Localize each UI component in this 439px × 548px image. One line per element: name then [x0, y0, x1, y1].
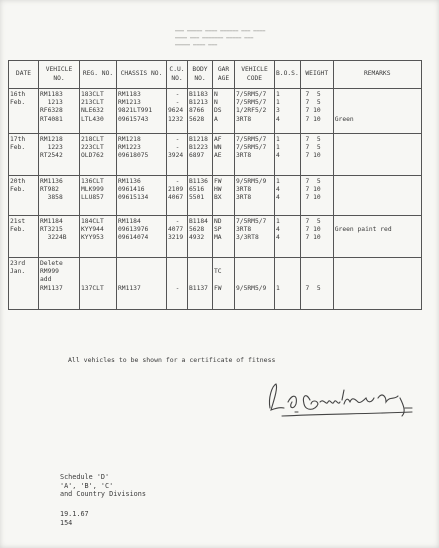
cell-date: 20th Feb. — [9, 176, 39, 216]
header-weight: WEIGHT — [300, 61, 333, 89]
cell-weight: 7 5 7 10 7 10 — [300, 216, 333, 258]
cell-body: B1136 6516 5501 — [188, 176, 213, 216]
table-row — [9, 216, 422, 258]
document-date: 19.1.67 — [60, 510, 89, 518]
table-row — [9, 176, 422, 216]
date-footer — [60, 510, 89, 527]
cell-weight: 7 5 7 5 7 10 7 10 — [300, 89, 333, 134]
cell-weight: 7 5 7 10 7 10 — [300, 176, 333, 216]
show-through-text: ▬▬▬ ▬▬▬▬▬ ▬▬▬▬ ▬▬▬▬▬▬ ▬▬▬ ▬▬▬▬ ▬▬▬▬ ▬▬▬ ▬▬▬▬▬▬▬ ▬▬▬▬▬ ▬▬▬ ▬▬▬▬▬ ▬▬▬▬ ▬▬▬ — [175, 28, 266, 48]
cell-cu: - - 3924 — [167, 134, 188, 176]
header-cu-no: C.U. NO. — [167, 61, 188, 89]
cell-garage: ND SP MA — [213, 216, 235, 258]
cell-remarks — [333, 258, 421, 310]
fitness-note: All vehicles to be shown for a certificate of fitness — [68, 356, 276, 364]
cell-cu: - 4077 3219 — [167, 216, 188, 258]
cell-date: 23rd Jan. — [9, 258, 39, 310]
cell-chassis: RM1183 RM1213 9821LT991 09615743 — [117, 89, 167, 134]
cell-body: B1184 5628 4932 — [188, 216, 213, 258]
header-reg-no: REG. NO. — [80, 61, 117, 89]
header-body-no: BODY NO. — [188, 61, 213, 89]
schedule-divisions: and Country Divisions — [60, 490, 146, 499]
cell-garage: AF WN AE — [213, 134, 235, 176]
cell-vehicle: RM1183 1213 RF6328 RT4081 — [39, 89, 80, 134]
cell-remarks: Green — [333, 89, 421, 134]
cell-reg: 137CLT — [80, 258, 117, 310]
cell-reg: 183CLT 213CLT NLE632 LTL430 — [80, 89, 117, 134]
header-vehicle-code: VEHICLE CODE — [235, 61, 275, 89]
cell-remarks: Green paint red — [333, 216, 421, 258]
table-row — [9, 258, 422, 310]
header-bos: B.O.S. — [275, 61, 301, 89]
cell-body: B1137 — [188, 258, 213, 310]
cell-vehicle: RM1184 RT3215 3224B — [39, 216, 80, 258]
cell-cu: - — [167, 258, 188, 310]
cell-bos: 1 1 3 4 — [275, 89, 301, 134]
schedule-sections: 'A', 'B', 'C' — [60, 481, 114, 490]
cell-chassis: RM1136 0961416 09615134 — [117, 176, 167, 216]
cell-code: 9/5RM5/9 3RT8 3RT8 — [235, 176, 275, 216]
cell-reg: 136CLT MLK999 LLU857 — [80, 176, 117, 216]
cell-chassis: RM1218 RM1223 09618075 — [117, 134, 167, 176]
cell-bos: 1 1 4 — [275, 134, 301, 176]
cell-bos: 1 4 4 — [275, 216, 301, 258]
header-garage: GAR AGE — [213, 61, 235, 89]
cell-date: 16th Feb. — [9, 89, 39, 134]
table-header-row — [9, 61, 422, 89]
header-chassis-no: CHASSIS NO. — [117, 61, 167, 89]
table-row — [9, 89, 422, 134]
vehicle-schedule-table — [8, 60, 422, 310]
cell-vehicle: RM1136 RT982 3858 — [39, 176, 80, 216]
header-vehicle-no: VEHICLE NO. — [39, 61, 80, 89]
header-remarks: REMARKS — [333, 61, 421, 89]
cell-date: 21st Feb. — [9, 216, 39, 258]
header-date: DATE — [9, 61, 39, 89]
cell-code: 7/5RM5/7 7/5RM5/7 1/2RF5/2 3RT8 — [235, 89, 275, 134]
document-ref: 154 — [60, 518, 73, 527]
cell-garage: FW HW BX — [213, 176, 235, 216]
schedule-label: Schedule 'D' — [60, 473, 110, 481]
cell-date: 17th Feb. — [9, 134, 39, 176]
cell-code: 9/5RM5/9 — [235, 258, 275, 310]
cell-reg: 184CLT KYY944 KYY953 — [80, 216, 117, 258]
cell-reg: 218CLT 223CLT OLD762 — [80, 134, 117, 176]
cell-chassis: RM1184 09613976 09614074 — [117, 216, 167, 258]
cell-remarks — [333, 176, 421, 216]
cell-garage: TC FW — [213, 258, 235, 310]
schedule-footer — [60, 473, 146, 499]
cell-code: 7/5RM5/7 7/5RM5/7 3RT8 — [235, 134, 275, 176]
cell-chassis: RM1137 — [117, 258, 167, 310]
cell-weight: 7 5 — [300, 258, 333, 310]
table-row — [9, 134, 422, 176]
cell-vehicle: RM1218 1223 RT2542 — [39, 134, 80, 176]
cell-body: B1183 B1213 8766 5628 — [188, 89, 213, 134]
cell-remarks — [333, 134, 421, 176]
cell-vehicle: Delete RM999 add RM1137 — [39, 258, 80, 310]
cell-cu: - 2109 4067 — [167, 176, 188, 216]
cell-garage: N N DS A — [213, 89, 235, 134]
cell-bos: 1 — [275, 258, 301, 310]
handwritten-signature — [262, 378, 422, 420]
cell-weight: 7 5 7 5 7 10 — [300, 134, 333, 176]
cell-bos: 1 4 4 — [275, 176, 301, 216]
cell-body: B1218 B1223 6897 — [188, 134, 213, 176]
cell-cu: - - 9624 1232 — [167, 89, 188, 134]
cell-code: 7/5RM5/7 3RT8 3/3RT8 — [235, 216, 275, 258]
